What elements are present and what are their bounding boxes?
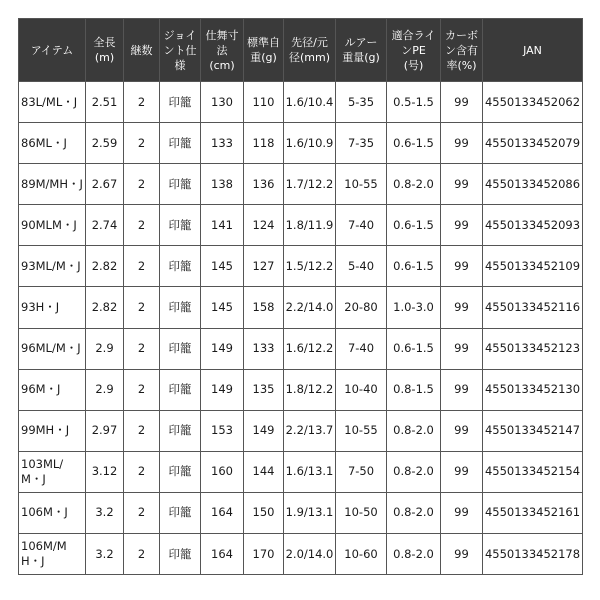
column-header: アイテム [19, 19, 86, 82]
table-cell: 0.6-1.5 [387, 328, 441, 369]
table-body [19, 82, 583, 575]
table-cell: 150 [244, 492, 284, 533]
column-header: 先径/元 径(mm) [284, 19, 336, 82]
table-cell: 7-40 [336, 205, 387, 246]
item-name-cell: 89M/MH・J [19, 164, 86, 205]
table-cell: 2.0/14.0 [284, 534, 336, 575]
table-row [19, 205, 583, 246]
table-cell: 99 [441, 534, 483, 575]
table-row [19, 328, 583, 369]
table-cell: 2 [124, 246, 160, 287]
table-cell: 99 [441, 369, 483, 410]
table-cell: 2.67 [86, 164, 124, 205]
table-cell: 2 [124, 287, 160, 328]
table-cell: 2 [124, 534, 160, 575]
table-cell: 2.9 [86, 369, 124, 410]
table-cell: 3.12 [86, 451, 124, 492]
table-cell: 0.8-2.0 [387, 164, 441, 205]
table-cell: 7-50 [336, 451, 387, 492]
table-cell: 4550133452086 [483, 164, 583, 205]
item-name-cell: 96M・J [19, 369, 86, 410]
table-row [19, 287, 583, 328]
column-header: 全長 (m) [86, 19, 124, 82]
spec-table [18, 18, 583, 575]
table-cell: 2.82 [86, 246, 124, 287]
item-name-cell: 106M・J [19, 492, 86, 533]
table-cell: 149 [201, 328, 244, 369]
table-cell: 印籠 [160, 328, 201, 369]
table-cell: 4550133452130 [483, 369, 583, 410]
table-cell: 印籠 [160, 534, 201, 575]
table-cell: 99 [441, 410, 483, 451]
table-cell: 2.51 [86, 82, 124, 123]
table-cell: 2.2/13.7 [284, 410, 336, 451]
table-cell: 136 [244, 164, 284, 205]
table-cell: 1.8/11.9 [284, 205, 336, 246]
table-cell: 99 [441, 492, 483, 533]
table-cell: 0.8-2.0 [387, 534, 441, 575]
table-cell: 4550133452093 [483, 205, 583, 246]
table-cell: 1.6/10.4 [284, 82, 336, 123]
table-cell: 10-55 [336, 410, 387, 451]
column-header: JAN [483, 19, 583, 82]
table-cell: 2 [124, 410, 160, 451]
table-cell: 3.2 [86, 534, 124, 575]
table-cell: 2.82 [86, 287, 124, 328]
table-cell: 153 [201, 410, 244, 451]
item-name-cell: 90MLM・J [19, 205, 86, 246]
table-cell: 1.6/12.2 [284, 328, 336, 369]
table-cell: 138 [201, 164, 244, 205]
table-cell: 2.74 [86, 205, 124, 246]
table-cell: 99 [441, 82, 483, 123]
table-row [19, 410, 583, 451]
table-cell: 10-60 [336, 534, 387, 575]
table-cell: 2.97 [86, 410, 124, 451]
table-row [19, 164, 583, 205]
item-name-cell: 86ML・J [19, 123, 86, 164]
table-cell: 4550133452062 [483, 82, 583, 123]
column-header: 適合ライ ンPE (号) [387, 19, 441, 82]
table-cell: 135 [244, 369, 284, 410]
table-cell: 印籠 [160, 287, 201, 328]
table-cell: 110 [244, 82, 284, 123]
column-header: カーボ ン含有 率(%) [441, 19, 483, 82]
table-cell: 1.6/10.9 [284, 123, 336, 164]
table-cell: 4550133452147 [483, 410, 583, 451]
table-cell: 141 [201, 205, 244, 246]
table-cell: 5-35 [336, 82, 387, 123]
table-cell: 99 [441, 287, 483, 328]
table-cell: 145 [201, 246, 244, 287]
item-name-cell: 103ML/M・J [19, 451, 86, 492]
table-cell: 0.8-2.0 [387, 492, 441, 533]
table-cell: 印籠 [160, 82, 201, 123]
table-cell: 158 [244, 287, 284, 328]
table-cell: 20-80 [336, 287, 387, 328]
table-cell: 印籠 [160, 246, 201, 287]
table-cell: 144 [244, 451, 284, 492]
table-row [19, 82, 583, 123]
table-cell: 149 [201, 369, 244, 410]
table-cell: 印籠 [160, 164, 201, 205]
table-cell: 4550133452154 [483, 451, 583, 492]
item-name-cell: 106M/MH・J [19, 534, 86, 575]
table-cell: 5-40 [336, 246, 387, 287]
table-cell: 1.8/12.2 [284, 369, 336, 410]
column-header: 標準自 重(g) [244, 19, 284, 82]
table-cell: 130 [201, 82, 244, 123]
table-cell: 2.59 [86, 123, 124, 164]
table-cell: 4550133452109 [483, 246, 583, 287]
spec-table-frame [18, 18, 582, 582]
table-cell: 4550133452116 [483, 287, 583, 328]
table-cell: 2 [124, 82, 160, 123]
table-cell: 2 [124, 205, 160, 246]
item-name-cell: 93ML/M・J [19, 246, 86, 287]
item-name-cell: 83L/ML・J [19, 82, 86, 123]
table-cell: 2 [124, 451, 160, 492]
table-cell: 145 [201, 287, 244, 328]
table-cell: 印籠 [160, 492, 201, 533]
header-row [19, 19, 583, 82]
table-cell: 印籠 [160, 451, 201, 492]
table-row [19, 369, 583, 410]
table-cell: 160 [201, 451, 244, 492]
table-cell: 0.6-1.5 [387, 205, 441, 246]
table-cell: 99 [441, 451, 483, 492]
table-cell: 99 [441, 164, 483, 205]
table-cell: 99 [441, 246, 483, 287]
table-cell: 99 [441, 205, 483, 246]
table-cell: 4550133452178 [483, 534, 583, 575]
table-cell: 印籠 [160, 410, 201, 451]
table-cell: 0.6-1.5 [387, 246, 441, 287]
column-header: 継数 [124, 19, 160, 82]
table-cell: 7-40 [336, 328, 387, 369]
table-cell: 印籠 [160, 123, 201, 164]
table-cell: 4550133452123 [483, 328, 583, 369]
table-cell: 124 [244, 205, 284, 246]
column-header: ジョイ ント仕 様 [160, 19, 201, 82]
table-cell: 1.9/13.1 [284, 492, 336, 533]
table-cell: 118 [244, 123, 284, 164]
table-cell: 164 [201, 492, 244, 533]
table-row [19, 123, 583, 164]
table-cell: 3.2 [86, 492, 124, 533]
table-cell: 2.9 [86, 328, 124, 369]
table-cell: 10-55 [336, 164, 387, 205]
column-header: ルアー 重量(g) [336, 19, 387, 82]
table-row [19, 492, 583, 533]
table-cell: 1.6/13.1 [284, 451, 336, 492]
table-row [19, 534, 583, 575]
table-cell: 2 [124, 164, 160, 205]
table-cell: 0.8-2.0 [387, 451, 441, 492]
table-cell: 1.7/12.2 [284, 164, 336, 205]
table-cell: 印籠 [160, 369, 201, 410]
table-cell: 10-40 [336, 369, 387, 410]
table-cell: 2 [124, 492, 160, 533]
table-cell: 0.8-2.0 [387, 410, 441, 451]
table-cell: 133 [201, 123, 244, 164]
table-cell: 164 [201, 534, 244, 575]
table-cell: 127 [244, 246, 284, 287]
table-cell: 99 [441, 328, 483, 369]
item-name-cell: 99MH・J [19, 410, 86, 451]
item-name-cell: 93H・J [19, 287, 86, 328]
table-cell: 99 [441, 123, 483, 164]
table-cell: 133 [244, 328, 284, 369]
column-header: 仕舞寸 法 (cm) [201, 19, 244, 82]
table-cell: 10-50 [336, 492, 387, 533]
table-cell: 4550133452161 [483, 492, 583, 533]
table-row [19, 246, 583, 287]
table-cell: 0.8-1.5 [387, 369, 441, 410]
table-cell: 印籠 [160, 205, 201, 246]
table-cell: 1.5/12.2 [284, 246, 336, 287]
table-cell: 149 [244, 410, 284, 451]
table-cell: 2 [124, 328, 160, 369]
table-cell: 1.0-3.0 [387, 287, 441, 328]
table-cell: 2 [124, 123, 160, 164]
table-cell: 0.6-1.5 [387, 123, 441, 164]
item-name-cell: 96ML/M・J [19, 328, 86, 369]
table-cell: 0.5-1.5 [387, 82, 441, 123]
table-cell: 4550133452079 [483, 123, 583, 164]
table-cell: 2 [124, 369, 160, 410]
table-cell: 7-35 [336, 123, 387, 164]
table-row [19, 451, 583, 492]
table-cell: 2.2/14.0 [284, 287, 336, 328]
table-cell: 170 [244, 534, 284, 575]
